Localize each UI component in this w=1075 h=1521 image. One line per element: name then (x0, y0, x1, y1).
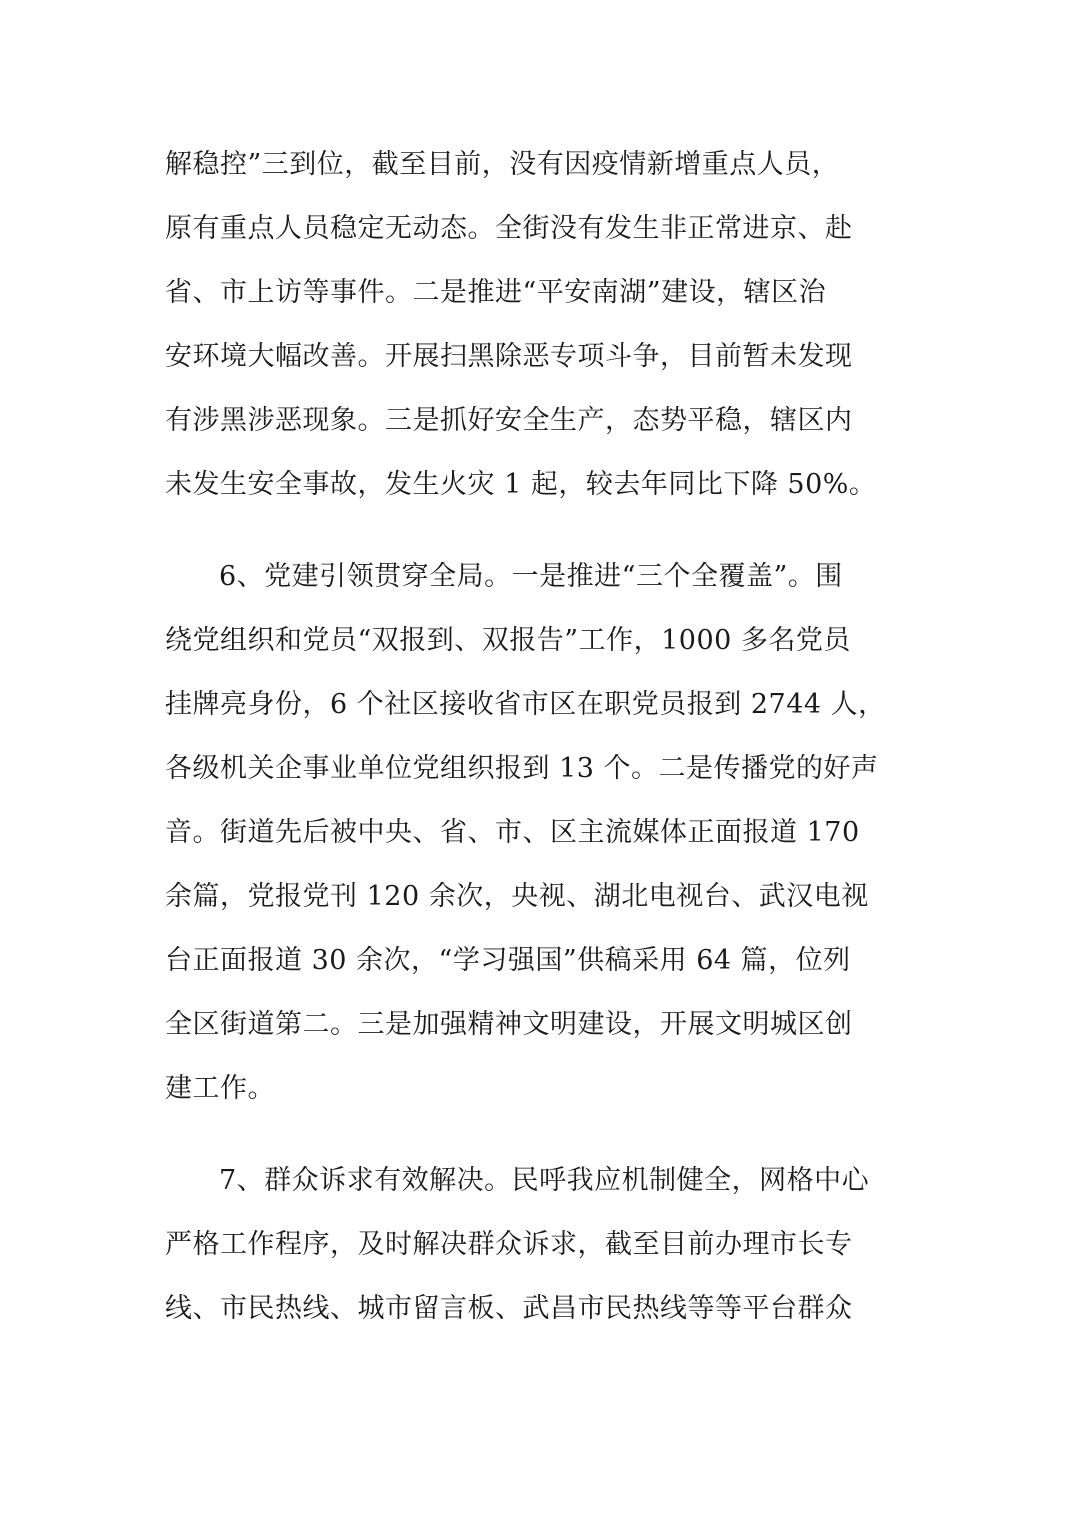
paragraph-line: 省、市上访等事件。二是推进“平安南湖”建设，辖区治 (165, 277, 827, 308)
paragraph-line: 绕党组织和党员“双报到、双报告”工作，1000 多名党员 (165, 625, 851, 656)
paragraph-first-line: 7、群众诉求有效解决。民呼我应机制健全，网格中心 (219, 1165, 870, 1196)
paragraph-line: 余篇，党报党刊 120 余次，央视、湖北电视台、武汉电视 (165, 881, 869, 912)
paragraph-6 (165, 545, 925, 1121)
paragraph-spacer (165, 517, 925, 545)
paragraph-5-continued (165, 133, 925, 517)
paragraph-line: 未发生安全事故，发生火灾 1 起，较去年同比下降 50%。 (165, 469, 877, 500)
paragraph-line: 原有重点人员稳定无动态。全街没有发生非正常进京、赴 (165, 213, 853, 244)
paragraph-line: 解稳控”三到位，截至目前，没有因疫情新增重点人员， (165, 149, 840, 180)
paragraph-line: 安环境大幅改善。开展扫黑除恶专项斗争，目前暂未发现 (165, 341, 853, 372)
document-body (165, 133, 925, 1341)
paragraph-line: 全区街道第二。三是加强精神文明建设，开展文明城区创 (165, 1009, 853, 1040)
paragraph-line: 线、市民热线、城市留言板、武昌市民热线等等平台群众 (165, 1293, 853, 1324)
paragraph-line: 挂牌亮身份，6 个社区接收省市区在职党员报到 2744 人， (165, 689, 886, 720)
paragraph-line: 台正面报道 30 余次，“学习强国”供稿采用 64 篇，位列 (165, 945, 851, 976)
paragraph-line: 音。街道先后被中央、省、市、区主流媒体正面报道 170 (165, 817, 860, 848)
paragraph-line: 严格工作程序，及时解决群众诉求，截至目前办理市长专 (165, 1229, 853, 1260)
paragraph-first-line: 6、党建引领贯穿全局。一是推进“三个全覆盖”。围 (219, 561, 843, 592)
paragraph-line: 各级机关企事业单位党组织报到 13 个。二是传播党的好声 (165, 753, 879, 784)
paragraph-spacer (165, 1121, 925, 1149)
paragraph-7 (165, 1149, 925, 1341)
paragraph-line: 有涉黑涉恶现象。三是抓好安全生产，态势平稳，辖区内 (165, 405, 853, 436)
paragraph-line: 建工作。 (165, 1073, 275, 1104)
